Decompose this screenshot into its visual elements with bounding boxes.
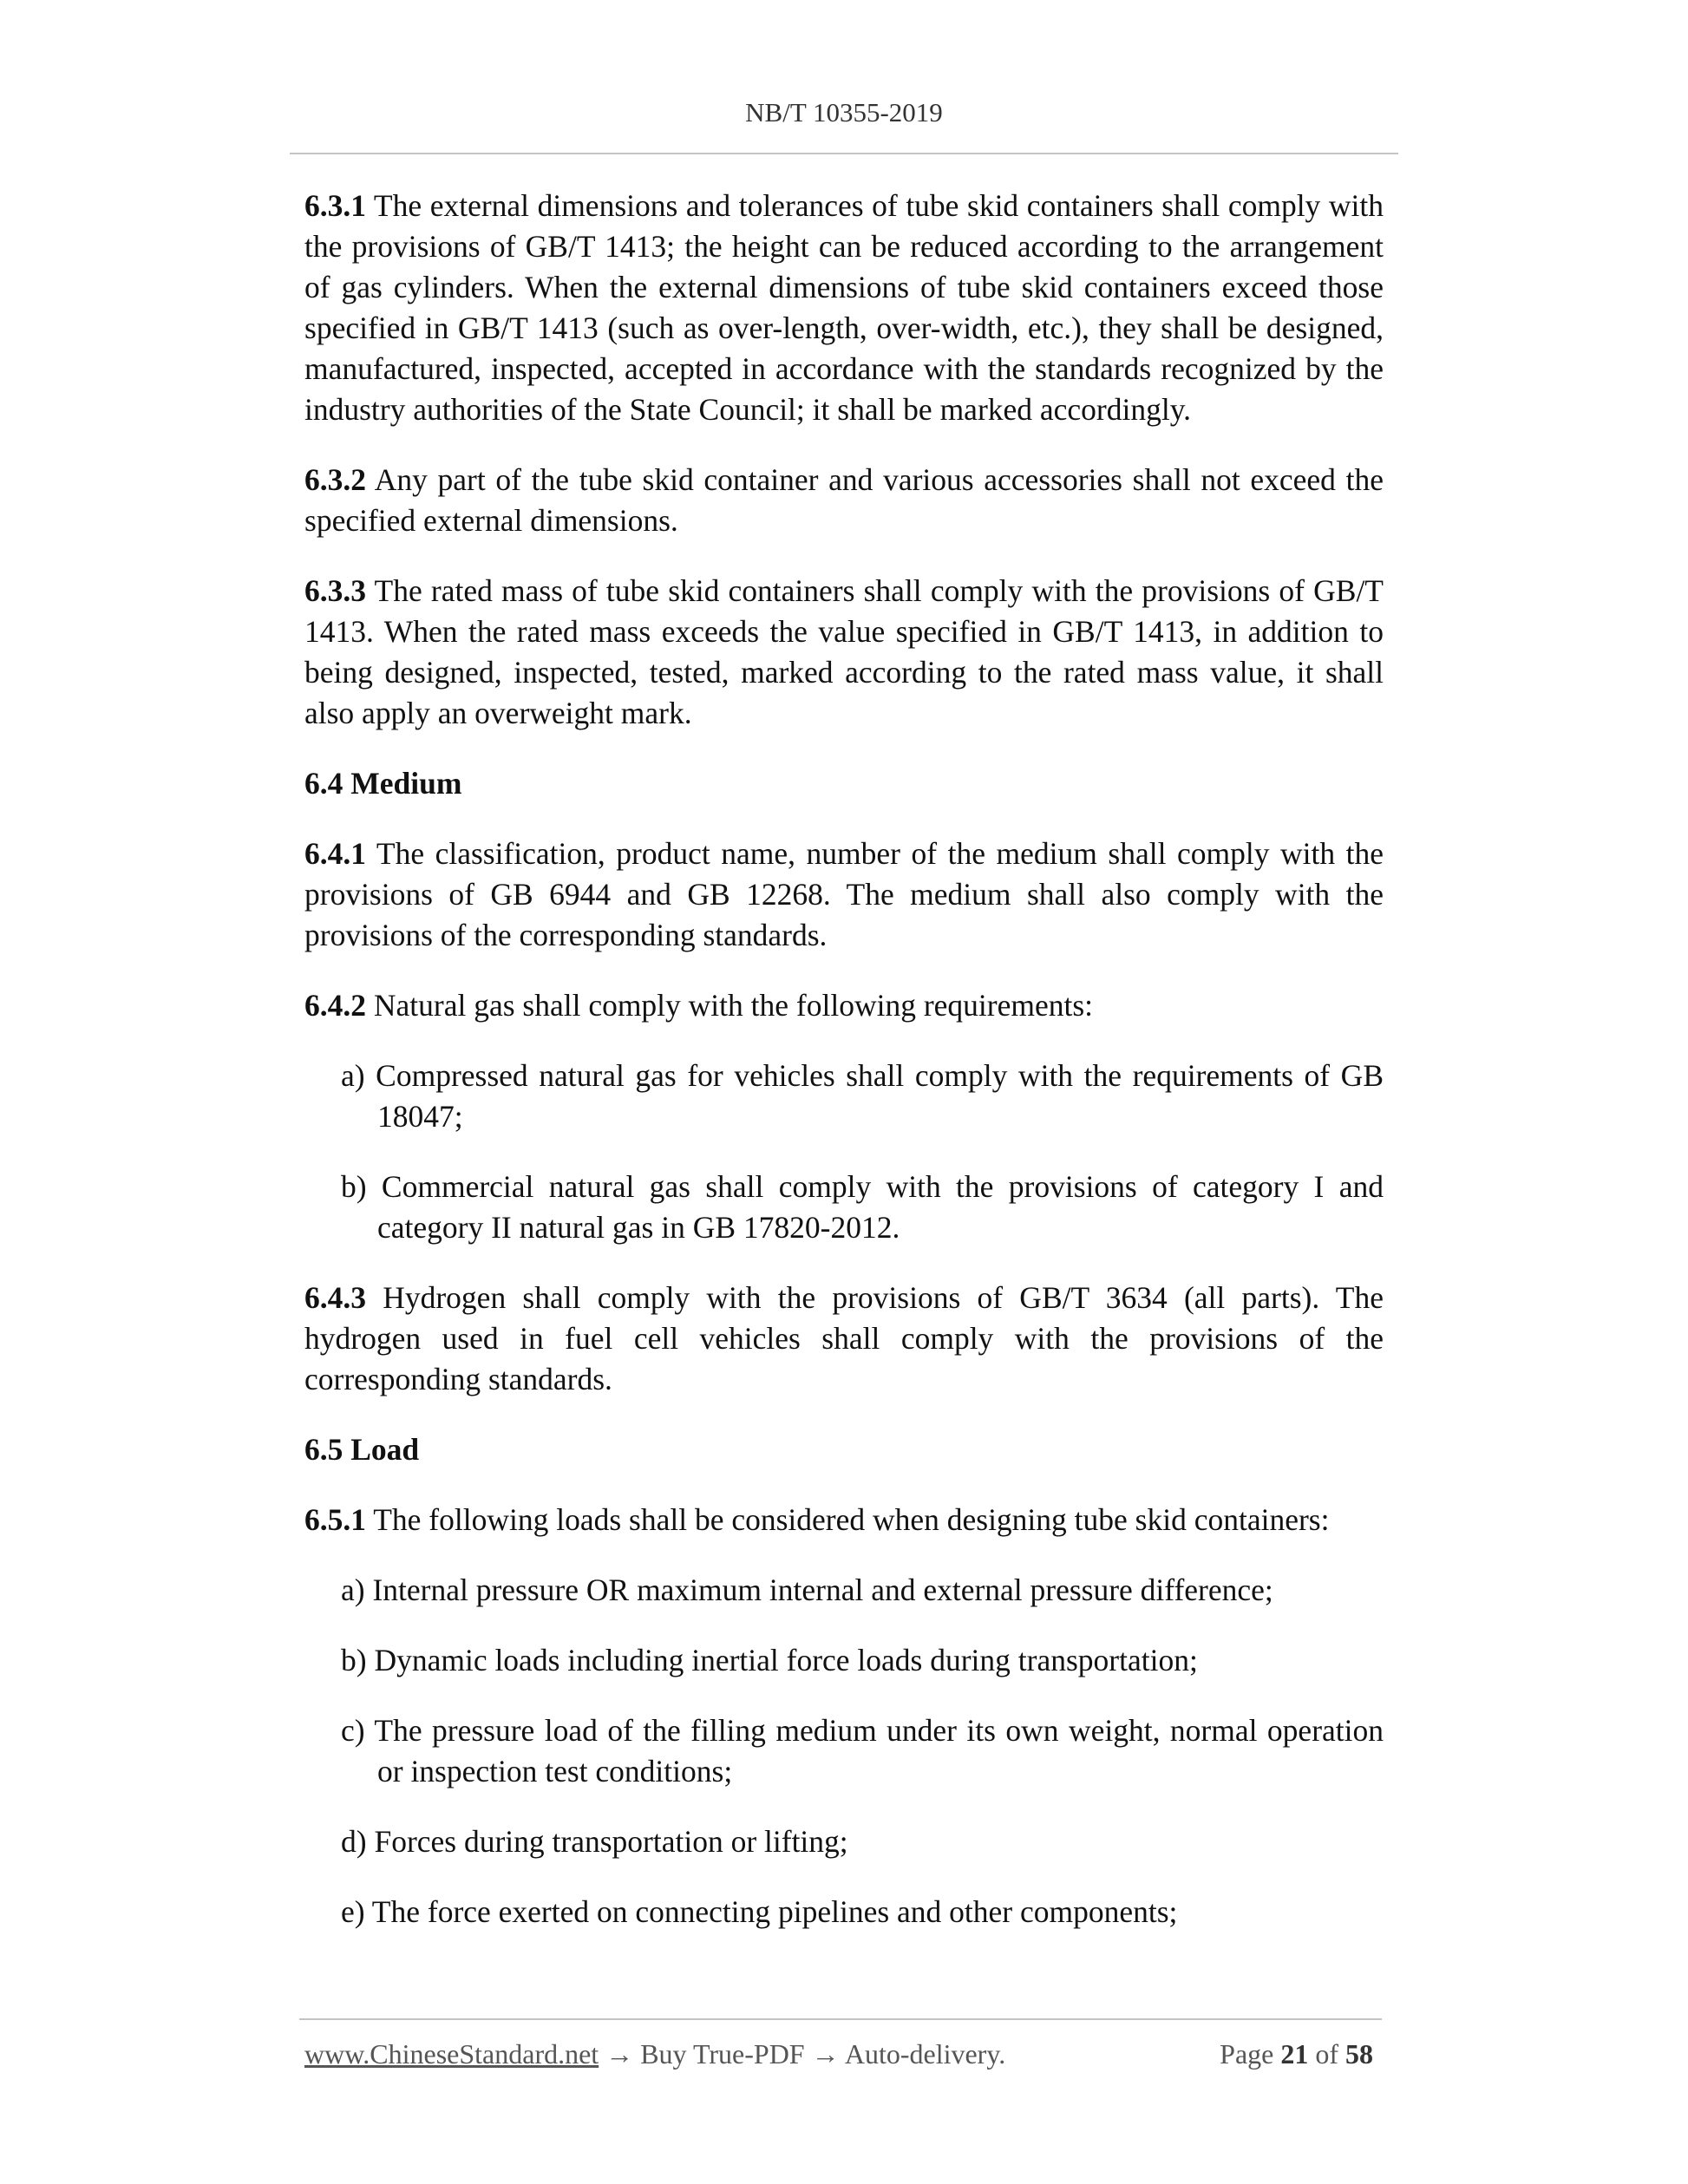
- clause-6-4-3: [304, 1278, 1384, 1400]
- list-item: d) Forces during transportation or lifting;: [341, 1824, 848, 1859]
- list-item: b) Dynamic loads including inertial force loads during transportation;: [341, 1643, 1198, 1677]
- footer-promo-text: → Buy True-PDF → Auto-delivery.: [599, 2038, 1006, 2070]
- page-total: 58: [1345, 2038, 1373, 2070]
- clause-text: The classification, product name, number of the medium shall comply with the provisions of GB 6944 and GB 12268. The medium shall also comply with the provisions of the corresponding standards.: [304, 836, 1384, 952]
- clause-6-4-2: [304, 985, 1384, 1026]
- page-indicator: [1220, 2038, 1373, 2070]
- clause-number: 6.4.1: [304, 836, 366, 871]
- of-label: of: [1315, 2038, 1338, 2070]
- clause-text: The rated mass of tube skid containers shall comply with the provisions of GB/T 1413. When the rated mass exceeds the value specified in GB/T 1413, in addition to being designed, inspected, tested, marked according to the rated mass value, it shall also apply an overweight mark.: [304, 573, 1384, 730]
- list-item: a) Compressed natural gas for vehicles shall comply with the requirements of GB 18047;: [341, 1058, 1384, 1134]
- clause-text: The external dimensions and tolerances of tube skid containers shall comply with the provisions of GB/T 1413; the height can be reduced according to the arrangement of gas cylinders. When the external dimensions of tube skid containers exceed those specified in GB/T 1413 (such as over-length, over-width, etc.), they shall be designed, manufactured, inspected, accepted in accordance with the standards recognized by the industry authorities of the State Council; it shall be marked accordingly.: [304, 188, 1384, 427]
- clause-number: 6.4.2: [304, 988, 366, 1023]
- clause-6-3-3: [304, 571, 1384, 734]
- footer-divider: [299, 2018, 1382, 2020]
- clause-6-3-2: [304, 460, 1384, 541]
- clause-6-5-1: [304, 1500, 1384, 1540]
- list-item: b) Commercial natural gas shall comply with the provisions of category I and category II natural gas in GB 17820-2012.: [341, 1169, 1384, 1245]
- clause-text: The following loads shall be considered when designing tube skid containers:: [366, 1502, 1330, 1537]
- clause-number: 6.3.2: [304, 462, 366, 497]
- section-heading-6-5: 6.5 Load: [304, 1432, 420, 1467]
- clause-number: 6.3.1: [304, 188, 366, 223]
- page-label: Page: [1220, 2038, 1274, 2070]
- clause-6-4-1: [304, 834, 1384, 956]
- clause-number: 6.4.3: [304, 1280, 366, 1315]
- website-link[interactable]: www.ChineseStandard.net: [304, 2038, 599, 2070]
- header-divider: [290, 153, 1398, 154]
- clause-6-3-1: [304, 186, 1384, 430]
- clause-text: Hydrogen shall comply with the provisions of GB/T 3634 (all parts). The hydrogen used in fuel cell vehicles shall comply with the provisions of the corresponding standards.: [304, 1280, 1384, 1396]
- list-item: a) Internal pressure OR maximum internal and external pressure difference;: [341, 1573, 1273, 1607]
- section-heading-6-4: 6.4 Medium: [304, 766, 462, 801]
- clause-number: 6.3.3: [304, 573, 366, 608]
- document-code-header: NB/T 10355-2019: [745, 97, 943, 128]
- list-item: c) The pressure load of the filling medium under its own weight, normal operation or inspection test conditions;: [341, 1713, 1384, 1788]
- clause-text: Any part of the tube skid container and various accessories shall not exceed the specified external dimensions.: [304, 462, 1384, 538]
- page-number: 21: [1280, 2038, 1309, 2070]
- clause-text: Natural gas shall comply with the following requirements:: [366, 988, 1094, 1023]
- clause-number: 6.5.1: [304, 1502, 366, 1537]
- list-item: e) The force exerted on connecting pipelines and other components;: [341, 1894, 1178, 1929]
- footer-promo: [304, 2038, 1005, 2070]
- document-body: [304, 186, 1384, 1962]
